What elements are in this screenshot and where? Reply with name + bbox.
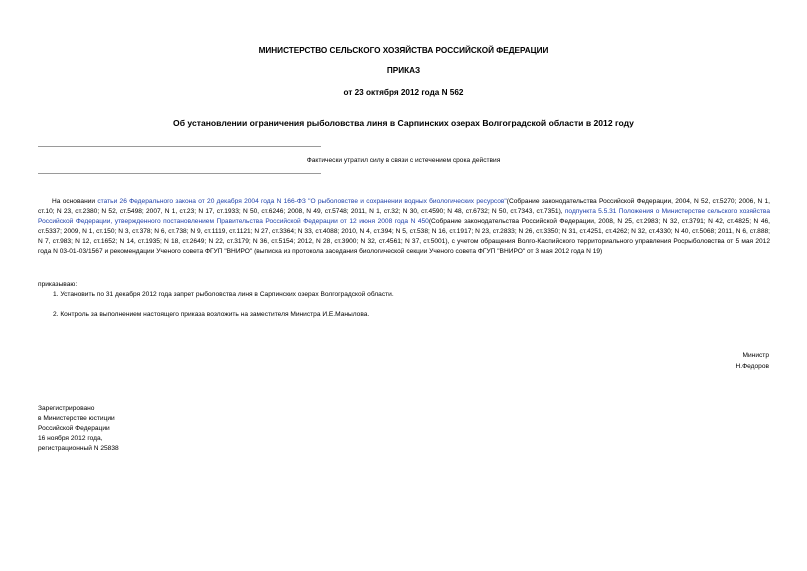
- preamble-start: На основании: [52, 198, 98, 205]
- preamble-middle: (Собрание законодательства Российской Федерации, 2004, N 52, ст.5270; 2006, N 1, ст.10; N 23, ст.2380; N 52, ст.5498; 2007, N 1, ст.23; N 17, ст.1933; N 50, ст.6246; 2008, N 49, ст.5748; 2011, N 1, ст.32; N 30, ст.4590; N 48, ст.6732; N 50, ст.7343, ст.7351),: [38, 198, 770, 215]
- registration-line: Российской Федерации: [38, 425, 110, 432]
- doc-type-heading: ПРИКАЗ: [386, 66, 421, 75]
- divider-bottom: [38, 173, 321, 174]
- doc-title: Об установлении ограничения рыболовства линя в Сарпинских озерах Волгоградской области в 2012 году: [173, 118, 634, 128]
- status-note: Фактически утратил силу в связи с истечением срока действия: [306, 157, 501, 164]
- divider-top: [38, 146, 321, 147]
- order-item-1: 1. Установить по 31 декабря 2012 года запрет рыболовства линя в Сарпинских озерах Волгоградской области.: [53, 291, 394, 298]
- preamble-end: (Собрание законодательства Российской Федерации, 2008, N 25, ст.2983; N 32, ст.3791; N 42, ст.4825; N 46, ст.5337; 2009, N 1, ст.150; N 3, ст.378; N 6, ст.738; N 9, ст.1119, ст.1121; N 27, ст.3364; N 33, ст.4088; 2010, N 4, ст.394; N 5, ст.538; N 16, ст.1917; N 23, ст.2833; N 26, ст.3350; N 31, ст.4251, ст.4262; N 32, ст.4330; N 40, ст.5068; 2011, N 6, ст.888; N 7, ст.983; N 12, ст.1652; N 14, ст.1935; N 18, ст.2649; N 22, ст.3179; N 36, ст.5154; 2012, N 28, ст.3900; N 32, ст.4561; N 37, ст.5001), с учетом обращения Волго-Каспийского территориального управления Росрыболовства от 5 мая 2012 года N 03-01-03/1567 и рекомендации Ученого совета ФГУП "ВНИРО" (выписка из протокола заседания биологической секции Ученого совета ФГУП "ВНИРО" от 3 мая 2012 года N 19): [38, 218, 770, 255]
- registration-line: в Министерстве юстиции: [38, 415, 115, 422]
- registration-line: 16 ноября 2012 года,: [38, 435, 103, 442]
- ministry-heading: МИНИСТЕРСТВО СЕЛЬСКОГО ХОЗЯЙСТВА РОССИЙСКОЙ ФЕДЕРАЦИИ: [258, 46, 549, 55]
- order-item-2: 2. Контроль за выполнением настоящего приказа возложить на заместителя Министра И.Е.Манылова.: [53, 311, 370, 318]
- signatory-role: Министр: [742, 352, 769, 359]
- registration-block: [38, 404, 119, 454]
- registration-line: регистрационный N 25838: [38, 445, 119, 452]
- law-link[interactable]: статьи 26 Федерального закона от 20 декабря 2004 года N 166-ФЗ "О рыболовстве и сохранении водных биологических ресурсов": [97, 198, 507, 205]
- regulation-link[interactable]: подпункта 5.5.31 Положения о Министерстве сельского хозяйства Российской Федерации, утвержденного постановлением Правительства Российской Федерации от 12 июня 2008 года N 450: [38, 208, 770, 225]
- signatory-name: Н.Федоров: [735, 363, 769, 370]
- doc-date-number: от 23 октября 2012 года N 562: [343, 88, 464, 97]
- preamble-paragraph: [38, 197, 770, 257]
- order-keyword: приказываю:: [38, 281, 78, 288]
- registration-line: Зарегистрировано: [38, 405, 95, 412]
